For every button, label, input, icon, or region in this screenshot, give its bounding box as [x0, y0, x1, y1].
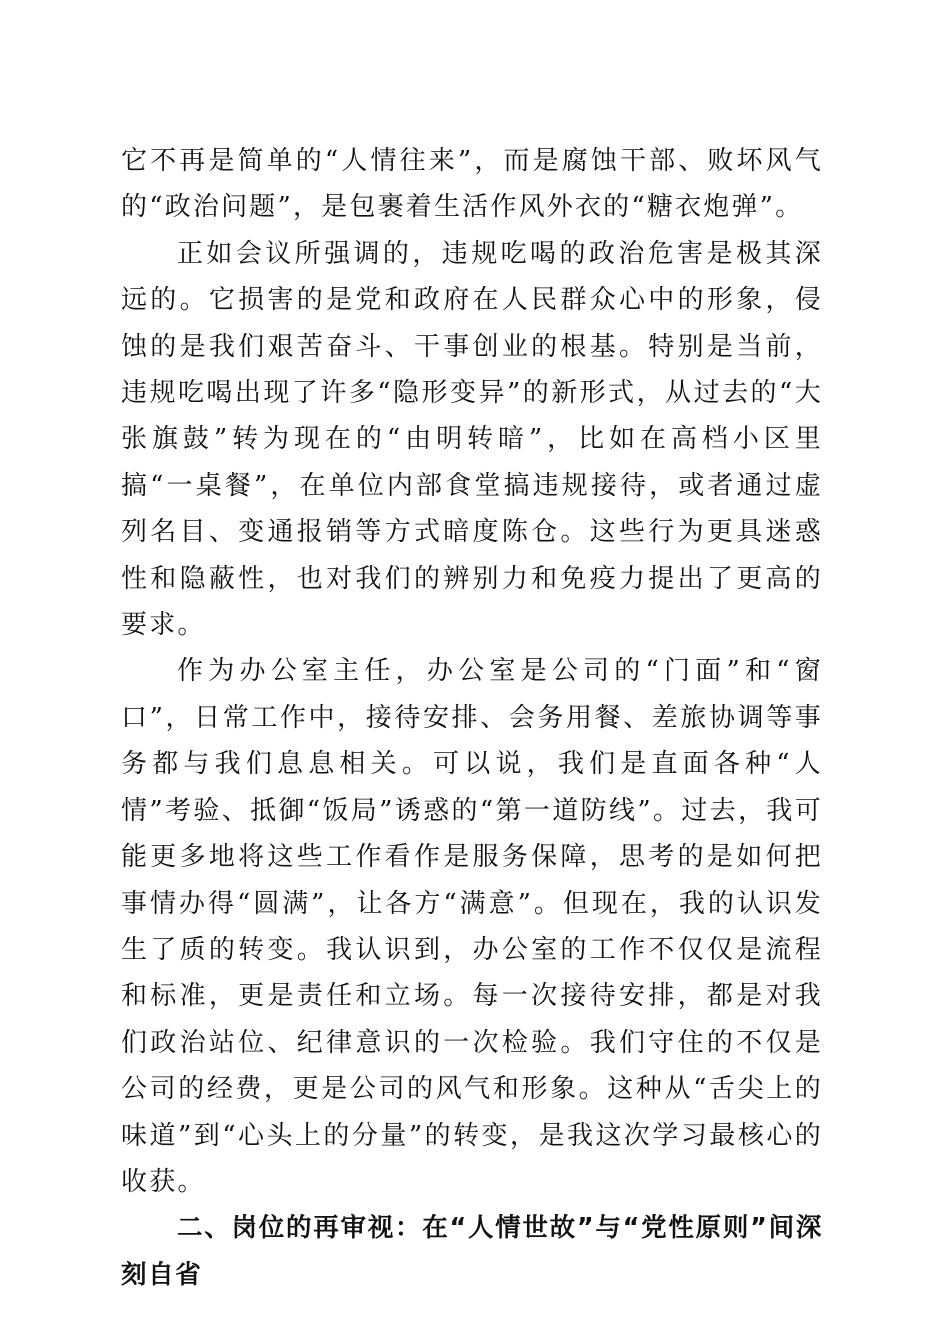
paragraph-office-director-role: 作为办公室主任，办公室是公司的“门面”和“窗口”，日常工作中，接待安排、会务用餐、差旅协调等事务都与我们息息相关。可以说，我们是直面各种“人情”考验、抵御“饭局”诱惑的“第一道防线”。过去，我可能更多地将这些工作看作是服务保障，思考的是如何把事情办得“圆满”，让各方“满意”。但现在，我的认识发生了质的转变。我认识到，办公室的工作不仅仅是流程和标准，更是责任和立场。每一次接待安排，都是对我们政治站位、纪律意识的一次检验。我们守住的不仅是公司的经费，更是公司的风气和形象。这种从“舌尖上的味道”到“心头上的分量”的转变，是我这次学习最核心的收获。	[121, 656, 823, 1197]
paragraph-continued: 它不再是简单的“人情往来”，而是腐蚀干部、败坏风气的“政治问题”，是包裹着生活作风外衣的“糖衣炮弹”。	[121, 146, 823, 223]
paragraph-political-harm: 正如会议所强调的，违规吃喝的政治危害是极其深远的。它损害的是党和政府在人民群众心中的形象，侵蚀的是我们艰苦奋斗、干事创业的根基。特别是当前，违规吃喝出现了许多“隐形变异”的新形式，从过去的“大张旗鼓”转为现在的“由明转暗”，比如在高档小区里搞“一桌餐”，在单位内部食堂搞违规接待，或者通过虚列名目、变通报销等方式暗度陈仓。这些行为更具迷惑性和隐蔽性，也对我们的辨别力和免疫力提出了更高的要求。	[121, 238, 823, 641]
section-heading: 二、岗位的再审视：在“人情世故”与“党性原则”间深刻自省	[121, 1213, 823, 1290]
document-body	[121, 138, 823, 1298]
